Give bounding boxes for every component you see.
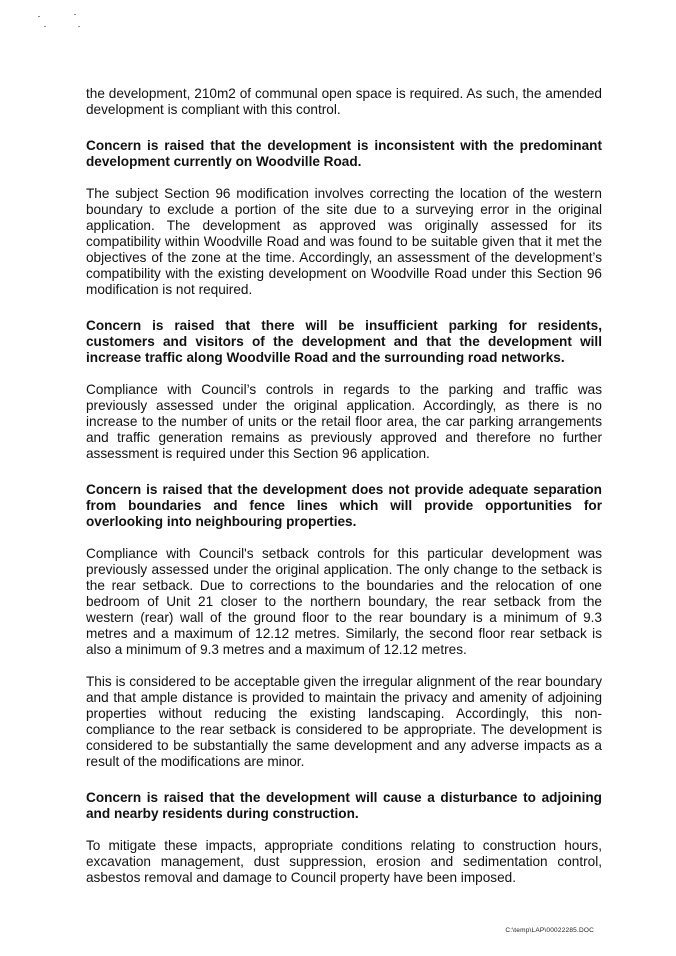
scan-specks [34, 12, 94, 38]
paragraph: the development, 210m2 of communal open space is required. As such, the amended development is compliant with this control. [86, 86, 602, 117]
scan-speck [38, 16, 40, 17]
concern-heading: Concern is raised that the development does not provide adequate separation from boundaries and fence lines which will provide opportunities for overlooking into neighbouring properties. [86, 482, 602, 529]
concern-heading: Concern is raised that the development will cause a disturbance to adjoining and nearby residents during construction. [86, 790, 602, 821]
document-body [86, 86, 602, 886]
scan-speck [44, 26, 46, 27]
paragraph: Compliance with Council's setback controls for this particular development was previously assessed under the original application. The only change to the setback is the rear setback. Due to corrections to the boundaries and the relocation of one bedroom of Unit 21 closer to the northern boundary, the rear setback from the western (rear) wall of the ground floor to the rear boundary is a minimum of 9.3 metres and a maximum of 12.12 metres. Similarly, the second floor rear setback is also a minimum of 9.3 metres and a maximum of 12.12 metres. [86, 546, 602, 657]
paragraph: Compliance with Council’s controls in regards to the parking and traffic was previously assessed under the original application. Accordingly, as there is no increase to the number of units or the retail floor area, the car parking arrangements and traffic generation remains as previously approved and therefore no further assessment is required under this Section 96 application. [86, 382, 602, 461]
scan-speck [78, 26, 80, 27]
paragraph: This is considered to be acceptable given the irregular alignment of the rear boundary and that ample distance is provided to maintain the privacy and amenity of adjoining properties without reducing the existing landscaping. Accordingly, this non-compliance to the rear setback is considered to be appropriate. The development is considered to be substantially the same development and any adverse impacts as a result of the modifications are minor. [86, 674, 602, 769]
concern-heading: Concern is raised that the development is inconsistent with the predominant development currently on Woodville Road. [86, 138, 602, 169]
paragraph: The subject Section 96 modification involves correcting the location of the western boundary to exclude a portion of the site due to a surveying error in the original application. The development as approved was originally assessed for its compatibility within Woodville Road and was found to be suitable given that it met the objectives of the zone at the time. Accordingly, an assessment of the development’s compatibility with the existing development on Woodville Road under this Section 96 modification is not required. [86, 186, 602, 297]
concern-heading: Concern is raised that there will be insufficient parking for residents, customers and visitors of the development and that the development will increase traffic along Woodville Road and the surrounding road networks. [86, 318, 602, 365]
paragraph: To mitigate these impacts, appropriate conditions relating to construction hours, excavation management, dust suppression, erosion and sedimentation control, asbestos removal and damage to Council property have been imposed. [86, 838, 602, 885]
scan-speck [74, 14, 76, 15]
footer-file-path: C:\temp\LAP\00022285.DOC [505, 927, 594, 934]
